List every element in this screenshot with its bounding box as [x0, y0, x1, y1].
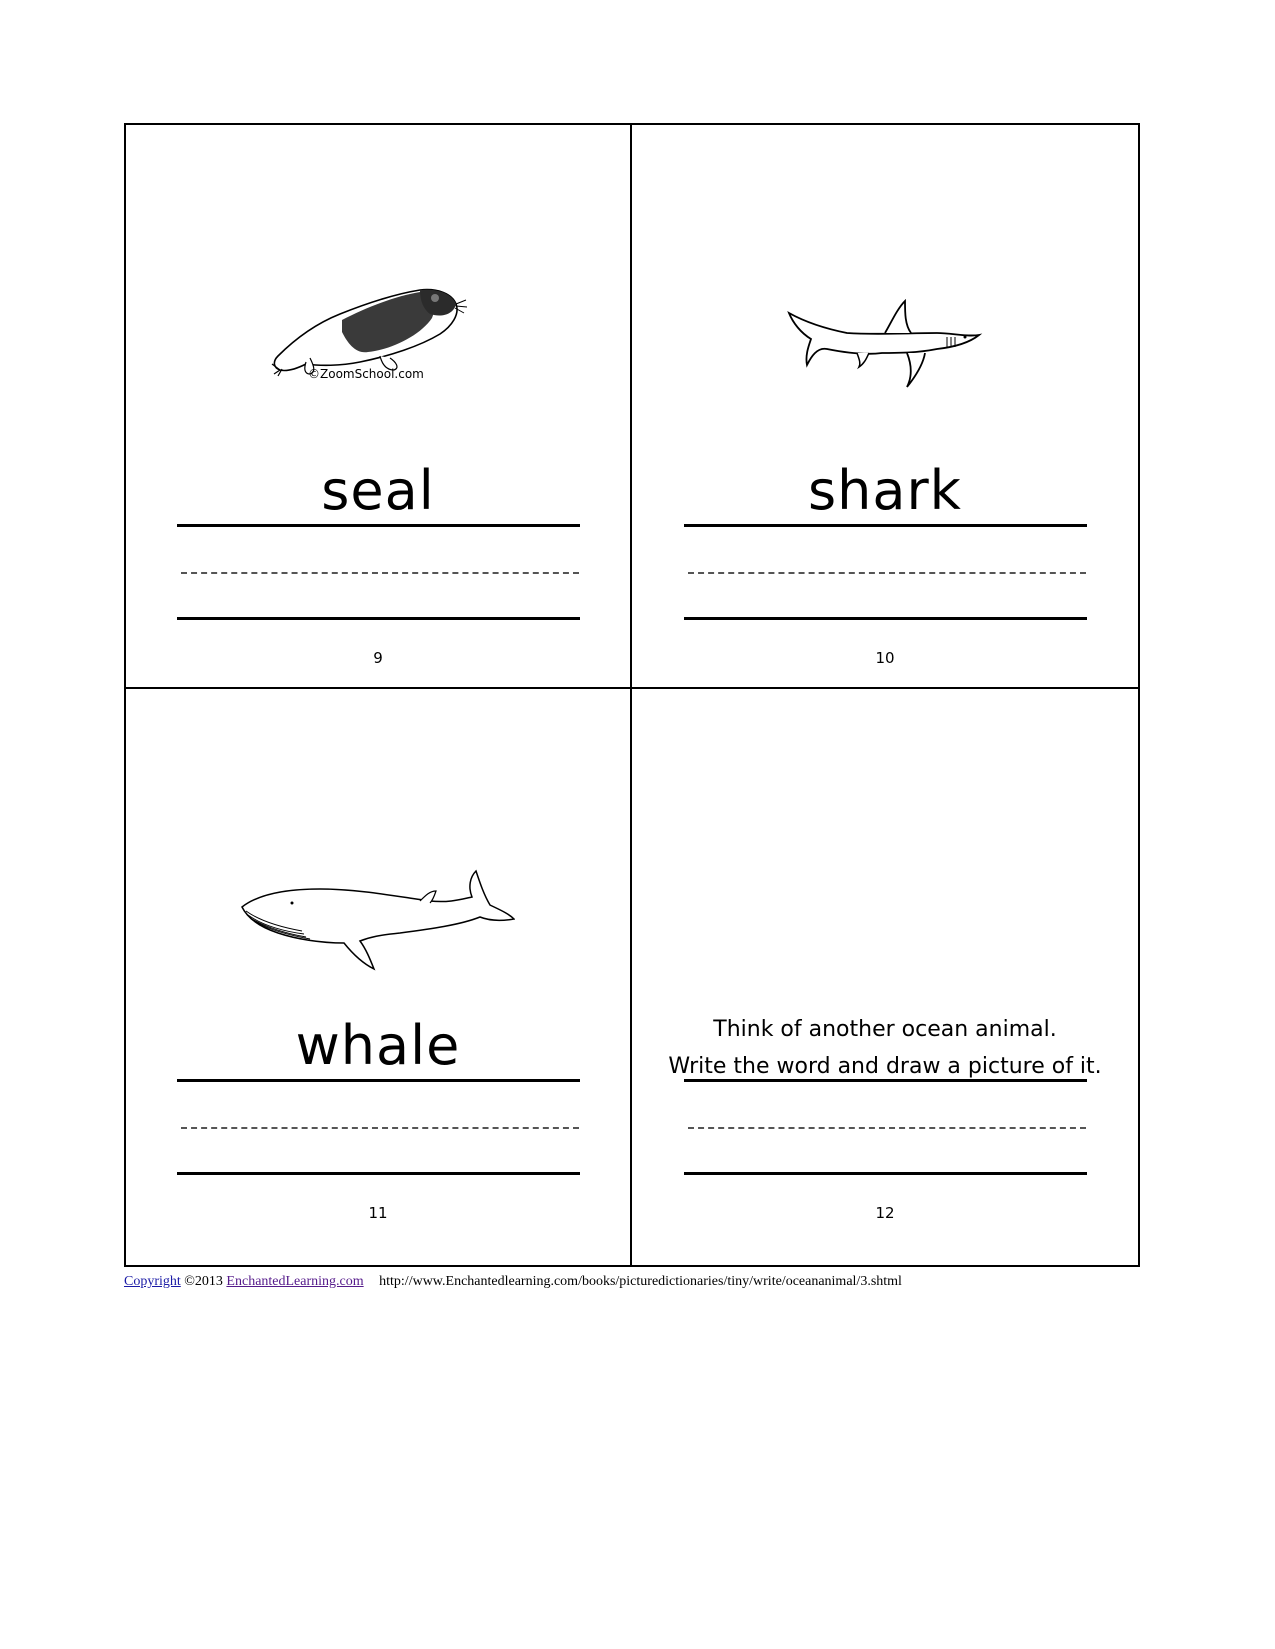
- prompt-line-1: Think of another ocean animal.: [713, 1017, 1057, 1042]
- page-panel-seal: [125, 124, 631, 688]
- page-number: 9: [373, 649, 383, 667]
- page-number: 10: [875, 649, 895, 667]
- page-url: http://www.Enchantedlearning.com/books/picturedictionaries/tiny/write/oceananimal/3.shtml: [379, 1274, 902, 1289]
- baseline-writing-line: [684, 1172, 1087, 1175]
- word-shark: shark: [808, 459, 962, 522]
- midline-dashed: [688, 572, 1086, 574]
- shark-icon: [787, 299, 987, 389]
- word-seal: seal: [321, 459, 435, 522]
- top-writing-line: [684, 524, 1087, 527]
- midline-dashed: [688, 1127, 1086, 1129]
- page-panel-whale: [125, 689, 631, 1253]
- top-writing-line: [177, 524, 580, 527]
- page-panel-draw-your-own: [632, 689, 1138, 1253]
- page-panel-shark: [632, 124, 1138, 688]
- midline-dashed: [181, 1127, 579, 1129]
- word-whale: whale: [295, 1014, 461, 1077]
- prompt-line-2: Write the word and draw a picture of it.: [668, 1054, 1102, 1079]
- baseline-writing-line: [177, 617, 580, 620]
- page-number: 11: [368, 1204, 388, 1222]
- footer: [124, 1274, 902, 1290]
- top-writing-line: [684, 1079, 1087, 1082]
- copyright-link[interactable]: Copyright: [124, 1274, 181, 1289]
- page-number: 12: [875, 1204, 895, 1222]
- baseline-writing-line: [684, 617, 1087, 620]
- baseline-writing-line: [177, 1172, 580, 1175]
- seal-icon: [270, 274, 470, 379]
- top-writing-line: [177, 1079, 580, 1082]
- whale-icon: [240, 869, 515, 974]
- seal-image-credit: ©ZoomSchool.com: [308, 367, 424, 379]
- copyright-year: ©2013: [184, 1274, 223, 1289]
- midline-dashed: [181, 572, 579, 574]
- site-link[interactable]: EnchantedLearning.com: [226, 1274, 364, 1289]
